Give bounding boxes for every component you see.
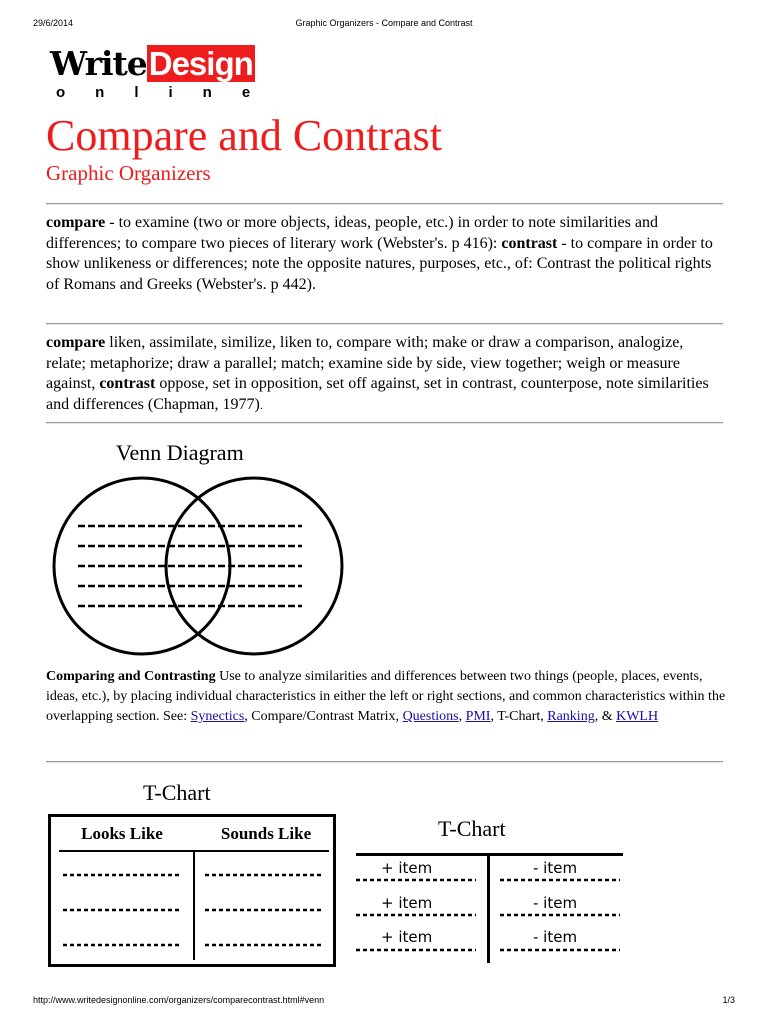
tchart2-writing-lines — [350, 870, 630, 960]
tchart2-plus-item: + item — [381, 894, 433, 912]
venn-writing-lines — [78, 526, 302, 606]
link-pmi[interactable]: PMI — [465, 709, 491, 724]
tchart2-minus-item: - item — [533, 894, 578, 912]
tchart2-plus-item: + item — [381, 859, 433, 877]
page-subtitle: Graphic Organizers — [46, 161, 211, 185]
link-synectics[interactable]: Synectics — [190, 709, 245, 724]
compare-term: compare — [46, 214, 106, 231]
page-title: Compare and Contrast — [46, 111, 442, 160]
synonyms-end: . — [259, 397, 263, 412]
divider — [46, 422, 723, 424]
contrast-term: contrast — [99, 375, 156, 392]
compare-synonyms: liken, assimilate, similize, liken to, compare with; make or draw a comparison, analogize, relate; metaphorize; draw a parallel; match; examine side by side, view together; weigh or measure against, — [46, 334, 684, 392]
link-questions[interactable]: Questions — [402, 709, 459, 724]
divider — [46, 323, 723, 325]
print-url: http://www.writedesignonline.com/organizers/comparecontrast.html#venn — [33, 995, 325, 1005]
tchart2-minus-item: - item — [533, 928, 578, 946]
venn-diagram-title: Venn Diagram — [116, 440, 244, 465]
venn-description: Comparing and Contrasting Use to analyze similarities and differences between two things (people, places, events, ideas, etc.), by placing individual characteristics in either the left or right sections, and common characteristics within the overlapping section. See: Synectics, Compare/Contrast Matrix, Questions, PMI, T-Chart, Ranking, & KWLH — [46, 669, 726, 724]
tchart1-box — [48, 814, 336, 967]
tchart2-title: T-Chart — [438, 816, 506, 841]
tchart1-title: T-Chart — [143, 780, 211, 805]
tchart2-minus-item: - item — [533, 859, 578, 877]
link-kwlh[interactable]: KWLH — [616, 709, 659, 724]
contrast-synonyms: oppose, set in opposition, set off against, set in contrast, counterpose, note similarities and differences (Chapman, 1977) — [46, 375, 709, 413]
venn-diagram — [40, 468, 360, 660]
link-ranking[interactable]: Ranking — [547, 709, 595, 724]
logo-design: Design — [148, 45, 253, 82]
compare-term: compare — [46, 334, 106, 351]
logo-online: online — [56, 84, 281, 101]
print-page-title: Graphic Organizers - Compare and Contrast — [295, 18, 473, 28]
definitions-paragraph — [46, 213, 726, 295]
contrast-definition: - to compare in order to show unlikeness or differences; note the opposite natures, purposes, etc., of: Contrast the political rights of Romans and Greeks (Webster's. p 442). — [46, 234, 713, 293]
print-page-number: 1/3 — [722, 995, 735, 1005]
compare-definition: - to examine (two or more objects, ideas, people, etc.) in order to note similarities and differences; to compare two pieces of literary work (Webster's. p 416): — [46, 214, 658, 252]
tchart2-plus-item: + item — [381, 928, 433, 946]
contrast-term: contrast — [501, 234, 558, 252]
divider — [46, 761, 723, 763]
print-date: 29/6/2014 — [33, 18, 74, 28]
logo-write: Write — [50, 44, 147, 83]
site-logo[interactable] — [50, 44, 255, 83]
tchart1-writing-lines — [51, 817, 333, 964]
divider — [46, 203, 723, 205]
tchart1-col1-header: Looks Like — [81, 824, 163, 843]
tchart1-col2-header: Sounds Like — [220, 824, 312, 843]
synonyms-paragraph — [46, 333, 726, 415]
venn-lead: Comparing and Contrasting — [46, 669, 216, 684]
